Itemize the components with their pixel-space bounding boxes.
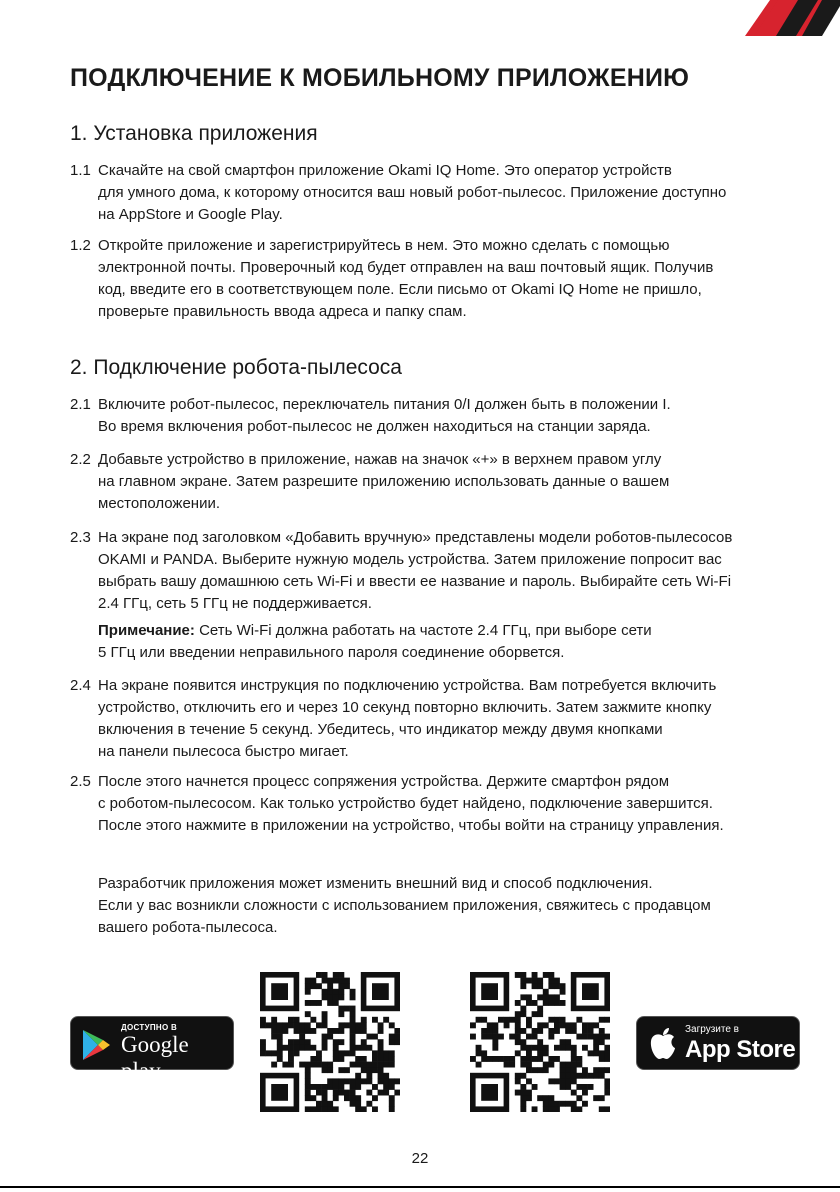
item-line: Скачайте на свой смартфон приложение Okami IQ Home. Это оператор устройств (98, 162, 672, 179)
note-text: 5 ГГц или введении неправильного пароля соединение оборвется. (98, 644, 565, 661)
google-play-badge[interactable] (70, 1016, 234, 1083)
item-line: с роботом-пылесосом. Как только устройство будет найдено, подключение завершится. (98, 795, 713, 812)
item-line: выбрать вашу домашнюю сеть Wi-Fi и ввести ее название и пароль. Выбирайте сеть Wi-Fi (98, 573, 732, 590)
footer-line: Разработчик приложения может изменить внешний вид и способ подключения. (98, 875, 653, 892)
item-line: OKAMI и PANDA. Выберите нужную модель устройства. Затем приложение попросит вас (98, 551, 722, 568)
item-line: на панели пылесоса быстро мигает. (98, 743, 349, 760)
item-number: 1.1 (70, 162, 91, 179)
qr-code-google-play (260, 972, 400, 1112)
list-item (70, 235, 810, 323)
list-item (70, 675, 810, 763)
footer-note (98, 873, 808, 939)
item-line: электронной почты. Проверочный код будет отправлен на ваш почтовый ящик. Получив (98, 259, 714, 276)
item-line: включения в течение 5 секунд. Убедитесь, что индикатор между двумя кнопками (98, 721, 663, 738)
item-line: код, введите его в соответствующем поле. Если письмо от Okami IQ Home не пришло, (98, 281, 702, 298)
item-line: на главном экране. Затем разрешите приложению использовать данные о вашем (98, 473, 670, 490)
qr-code-app-store (470, 972, 610, 1112)
page-title: ПОДКЛЮЧЕНИЕ К МОБИЛЬНОМУ ПРИЛОЖЕНИЮ (70, 64, 690, 92)
note-label: Примечание: (98, 622, 195, 639)
section-title-install: 1. Установка приложения (70, 122, 318, 145)
section-title-connect: 2. Подключение робота-пылесоса (70, 356, 402, 379)
list-item (70, 449, 810, 515)
note-text: Сеть Wi-Fi должна работать на частоте 2.4 ГГц, при выборе сети (194, 622, 652, 639)
list-item (70, 394, 810, 438)
bottom-rule (0, 1186, 840, 1188)
item-number: 2.1 (70, 396, 91, 413)
footer-line: Если у вас возникли сложности с использованием приложения, свяжитесь с продавцом (98, 897, 711, 914)
item-number: 2.4 (70, 677, 91, 694)
item-line: Во время включения робот-пылесос не должен находиться на станции заряда. (98, 418, 651, 435)
item-line: 2.4 ГГц, сеть 5 ГГц не поддерживается. (98, 595, 372, 612)
item-line: После этого нажмите в приложении на устройство, чтобы войти на страницу управления. (98, 817, 724, 834)
item-line: На экране появится инструкция по подключению устройства. Вам потребуется включить (98, 677, 717, 694)
item-number: 2.3 (70, 529, 91, 546)
item-line: Добавьте устройство в приложение, нажав на значок «+» в верхнем правом углу (98, 451, 662, 468)
google-play-icon (81, 1029, 111, 1061)
list-item (70, 160, 810, 226)
item-line: Включите робот-пылесос, переключатель питания 0/I должен быть в положении I. (98, 396, 671, 413)
item-number: 2.2 (70, 451, 91, 468)
item-line: местоположении. (98, 495, 221, 512)
item-line: На экране под заголовком «Добавить вручную» представлены модели роботов-пылесосов (98, 529, 733, 546)
badge-store-name: App Store (685, 1036, 796, 1063)
note-block (98, 620, 808, 664)
item-line: устройство, отключить его и через 10 секунд повторно включить. Затем зажмите кнопку (98, 699, 712, 716)
item-number: 1.2 (70, 237, 91, 254)
badge-store-name: Google play (121, 1032, 189, 1083)
header-stripes-decoration (540, 0, 840, 36)
item-number: 2.5 (70, 773, 91, 790)
app-store-badge[interactable] (636, 1016, 800, 1070)
apple-icon (649, 1027, 677, 1061)
list-item (70, 771, 810, 837)
badge-caption: Загрузите в (685, 1024, 739, 1035)
list-item (70, 527, 810, 615)
item-line: проверьте правильность ввода адреса и папку спам. (98, 303, 467, 320)
item-line: Откройте приложение и зарегистрируйтесь в нем. Это можно сделать с помощью (98, 237, 670, 254)
page-number: 22 (411, 1150, 429, 1167)
item-line: После этого начнется процесс сопряжения устройства. Держите смартфон рядом (98, 773, 670, 790)
badge-caption: ДОСТУПНО В (121, 1023, 178, 1032)
item-line: на AppStore и Google Play. (98, 206, 283, 223)
footer-line: вашего робота-пылесоса. (98, 919, 278, 936)
item-line: для умного дома, к которому относится ваш новый робот-пылесос. Приложение доступно (98, 184, 727, 201)
